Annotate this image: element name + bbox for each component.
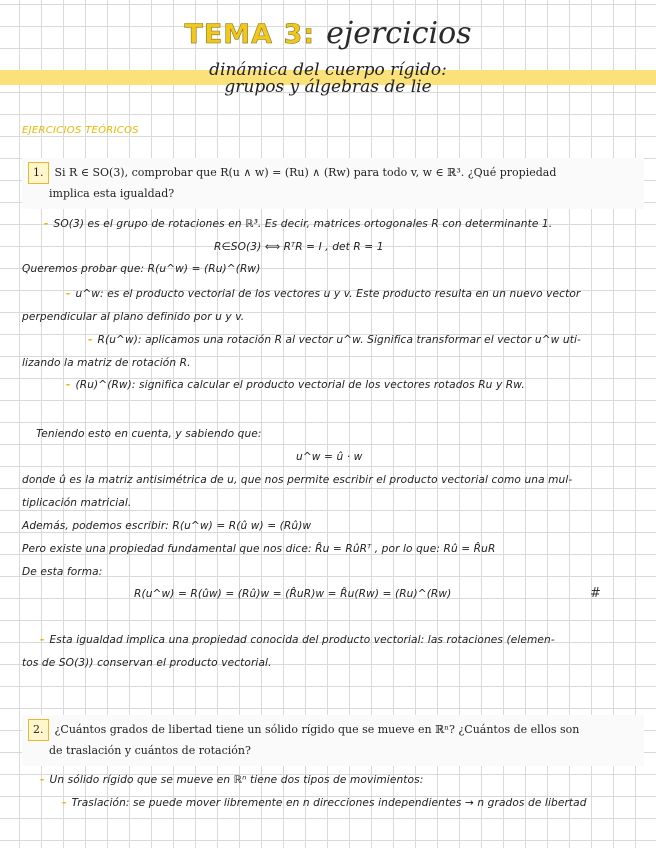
bullet-icon: - [40, 634, 45, 646]
note-line [66, 288, 580, 300]
note-line: R(u^w) = R(ûw) = (Rû)w = (R̂uR)w = R̂u(Rw) = (Ru)^(Rw) [134, 588, 452, 600]
bullet-icon: - [40, 774, 45, 786]
bullet-icon: - [44, 218, 49, 230]
note-line [40, 774, 423, 786]
note-line: Queremos probar que: R(u^w) = (Ru)^(Rw) [22, 263, 261, 275]
question-1-line2: implica esta igualdad? [49, 187, 175, 200]
note-line: lizando la matriz de rotación R. [22, 357, 191, 369]
bullet-icon: - [62, 797, 67, 809]
note-line: u^w = û · w [296, 451, 363, 463]
title-main: TEMA 3: [184, 19, 316, 50]
question-1-number: 1. [28, 162, 49, 184]
question-2-line2: de traslación y cuántos de rotación? [49, 744, 251, 757]
note-text: Un sólido rígido que se mueve en ℝⁿ tiene dos tipos de movimientos: [49, 774, 424, 786]
question-2-line1: ¿Cuántos grados de libertad tiene un sólido rígido que se mueve en ℝⁿ? ¿Cuántos de ellos son [54, 723, 580, 736]
note-text: R(u^w): aplicamos una rotación R al vector u^w. Significa transformar el vector u^w uti- [97, 334, 581, 346]
note-line: perpendicular al plano definido por u y v. [22, 311, 245, 323]
note-line: R∈SO(3) ⟺ RᵀR = I , det R = 1 [214, 241, 384, 253]
note-text: (Ru)^(Rw): significa calcular el producto vectorial de los vectores rotados Ru y Rw. [75, 379, 525, 391]
note-line: Teniendo esto en cuenta, y sabiendo que: [36, 428, 262, 440]
question-2 [22, 715, 644, 766]
subtitle-line2: grupos y álgebras de lie [224, 77, 432, 97]
note-line [66, 379, 525, 391]
end-mark: # [590, 586, 601, 601]
note-text: SO(3) es el grupo de rotaciones en ℝ³. Es decir, matrices ortogonales R con determinante 1. [53, 218, 553, 230]
page-title [0, 16, 656, 51]
note-line [88, 334, 581, 346]
note-line [44, 218, 552, 230]
section-heading: EJERCICIOS TEÓRICOS [22, 125, 139, 136]
bullet-icon: - [88, 334, 93, 346]
question-2-number: 2. [28, 719, 49, 741]
note-text: Traslación: se puede mover libremente en n direcciones independientes → n grados de libertad [71, 797, 587, 809]
note-line [62, 797, 587, 809]
note-line: De esta forma: [22, 566, 103, 578]
question-1 [22, 158, 644, 209]
note-line: Pero existe una propiedad fundamental que nos dice: R̂u = RûRᵀ , por lo que: Rû = R̂uR [22, 543, 496, 555]
note-line [40, 634, 555, 646]
question-1-line1: Si R ∈ SO(3), comprobar que R(u ∧ w) = (Ru) ∧ (Rw) para todo v, w ∈ ℝ³. ¿Qué propiedad [54, 166, 557, 179]
note-line: tos de SO(3)) conservan el producto vectorial. [22, 657, 272, 669]
bullet-icon: - [66, 379, 71, 391]
bullet-icon: - [66, 288, 71, 300]
note-line: tiplicación matricial. [22, 497, 132, 509]
note-text: u^w: es el producto vectorial de los vectores u y v. Este producto resulta en un nuevo vector [75, 288, 581, 300]
title-sub: ejercicios [326, 16, 472, 51]
note-line: donde û es la matriz antisimétrica de u, que nos permite escribir el producto vectorial como una mul- [22, 474, 573, 486]
subtitle-line1: dinámica del cuerpo rígido: [209, 60, 447, 80]
note-text: Esta igualdad implica una propiedad conocida del producto vectorial: las rotaciones (elemen- [49, 634, 555, 646]
note-line: Además, podemos escribir: R(u^w) = R(û w) = (Rû)w [22, 520, 312, 532]
